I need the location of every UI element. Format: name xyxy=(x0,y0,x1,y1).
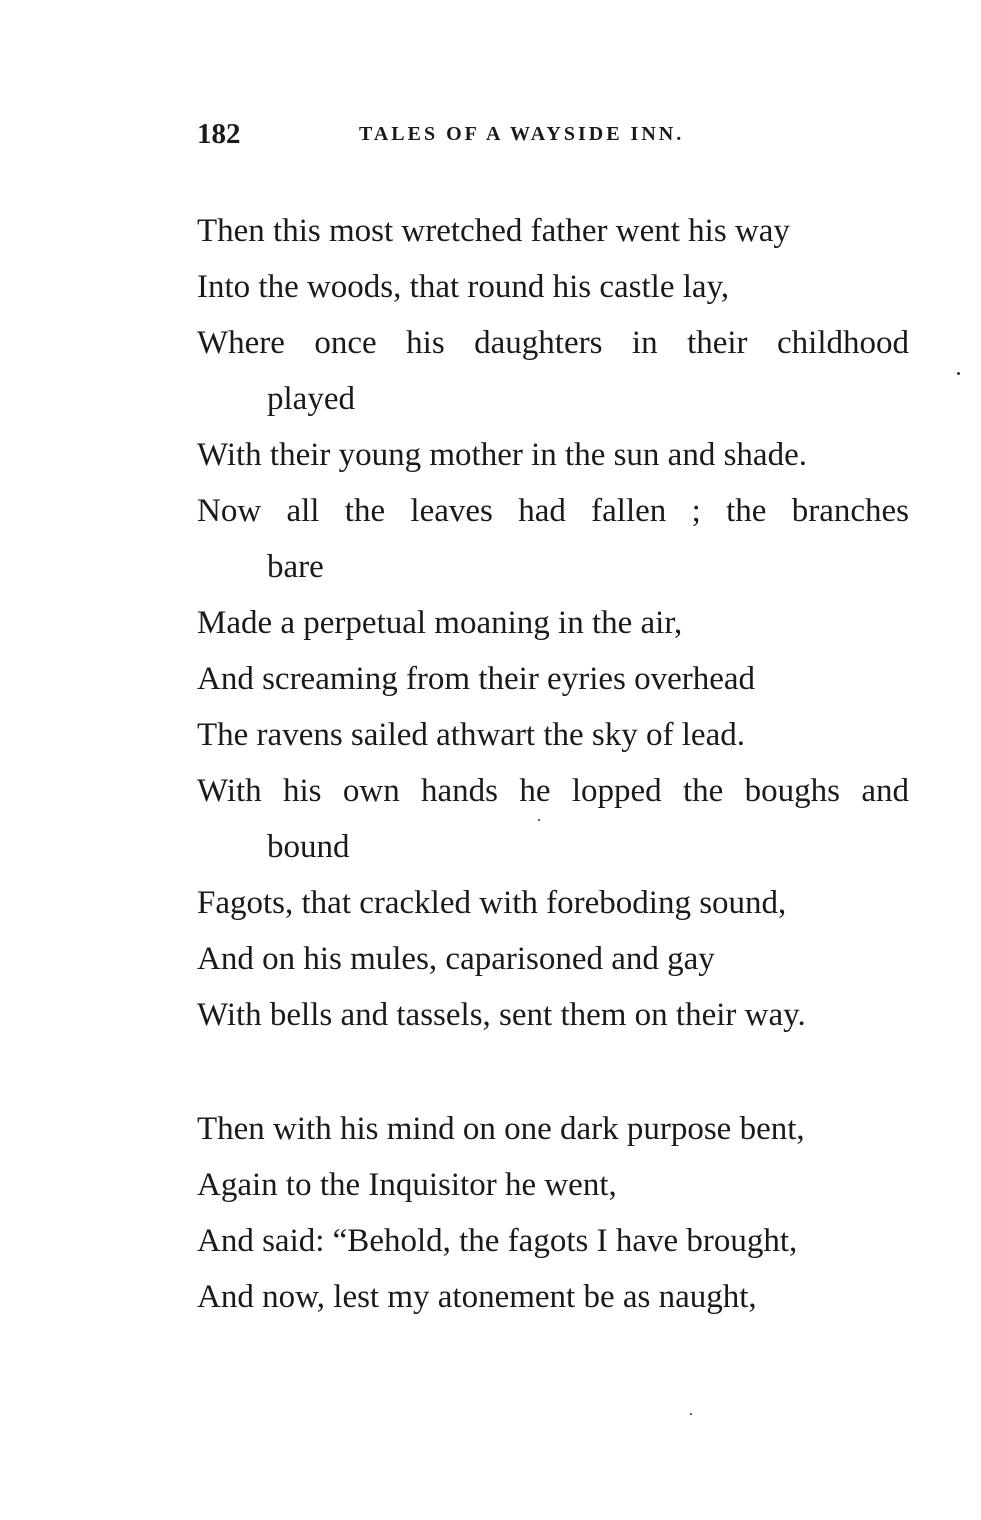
verse-line: Made a perpetual moaning in the air, xyxy=(197,605,683,641)
verse-line-turnover: bound xyxy=(267,829,350,865)
print-speck xyxy=(690,1413,692,1415)
verse-line: The ravens sailed athwart the sky of lead. xyxy=(197,717,745,753)
running-title: TALES OF A WAYSIDE INN. xyxy=(359,123,685,145)
verse-line: Into the woods, that round his castle lay, xyxy=(197,269,730,305)
verse-line: And now, lest my atonement be as naught, xyxy=(197,1279,757,1315)
stanza-2 xyxy=(197,1101,909,1325)
verse-line: With his own hands he lopped the boughs and xyxy=(197,773,909,809)
verse-line: Fagots, that crackled with foreboding sound, xyxy=(197,885,787,921)
print-speck xyxy=(957,372,960,375)
verse-line: Then this most wretched father went his way xyxy=(197,213,790,249)
print-speck xyxy=(538,819,540,821)
verse-line: With bells and tassels, sent them on their way. xyxy=(197,997,806,1033)
verse-line: Now all the leaves had fallen ; the branches xyxy=(197,493,909,529)
verse-line: And said: “Behold, the fagots I have brought, xyxy=(197,1223,798,1259)
verse-line: Again to the Inquisitor he went, xyxy=(197,1167,617,1203)
page-header xyxy=(197,114,907,154)
verse-line: With their young mother in the sun and shade. xyxy=(197,437,807,473)
verse-line: And screaming from their eyries overhead xyxy=(197,661,756,697)
verse-line: And on his mules, caparisoned and gay xyxy=(197,941,715,977)
verse-line-turnover: played xyxy=(267,381,355,417)
verse-line-turnover: bare xyxy=(267,549,324,585)
verse-line: Where once his daughters in their childhood xyxy=(197,325,909,361)
page-number: 182 xyxy=(197,118,241,150)
stanza-1 xyxy=(197,203,909,1043)
verse-line: Then with his mind on one dark purpose bent, xyxy=(197,1111,805,1147)
